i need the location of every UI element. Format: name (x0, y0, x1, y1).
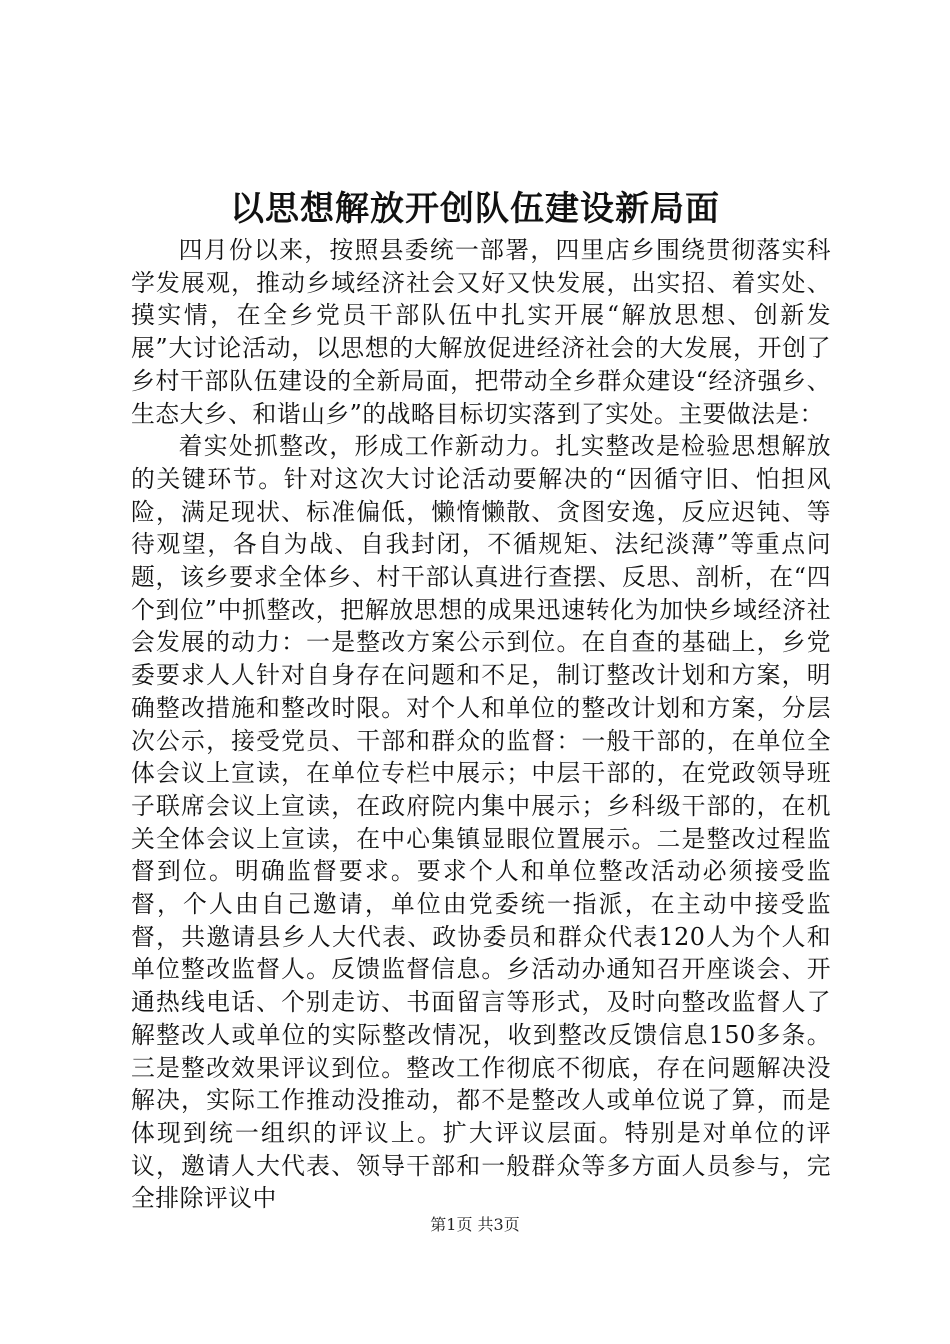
document-title: 以思想解放开创队伍建设新局面 (230, 189, 720, 229)
page-footer: 第1页 共3页 (430, 1215, 520, 1234)
paragraph-rectification: 着实处抓整改，形成工作新动力。扎实整改是检验思想解放的关键环节。针对这次大讨论活动要解决的“因循守旧、怕担风险，满足现状、标准偏低，懒惰懒散、贪图安逸，反应迟钝、等待观望，各自为战、自我封闭，不循规矩、法纪淡薄”等重点问题，该乡要求全体乡、村干部认真进行查摆、反思、剖析，在“四个到位”中抓整改，把解放思想的成果迅速转化为加快乡域经济社会发展的动力：一是整改方案公示到位。在自查的基础上，乡党委要求人人针对自身存在问题和不足，制订整改计划和方案，明确整改措施和整改时限。对个人和单位的整改计划和方案，分层次公示，接受党员、干部和群众的监督：一般干部的，在单位全体会议上宣读，在单位专栏中展示；中层干部的，在党政领导班子联席会议上宣读，在政府院内集中展示；乡科级干部的，在机关全体会议上宣读，在中心集镇显眼位置展示。二是整改过程监督到位。明确监督要求。要求个人和单位整改活动必须接受监督，个人由自己邀请，单位由党委统一指派，在主动中接受监督，共邀请县乡人大代表、政协委员和群众代表120人为个人和单位整改监督人。反馈监督信息。乡活动办通知召开座谈会、开通热线电话、个别走访、书面留言等形式，及时向整改监督人了解整改人或单位的实际整改情况，收到整改反馈信息150多条。三是整改效果评议到位。整改工作彻底不彻底，存在问题解决没解决，实际工作推动没推动，都不是整改人或单位说了算，而是体现到统一组织的评议上。扩大评议层面。特别是对单位的评议，邀请人大代表、领导干部和一般群众等多方面人员参与，完全排除评议中 (131, 432, 831, 1213)
paragraph-intro: 四月份以来，按照县委统一部署，四里店乡围绕贯彻落实科学发展观，推动乡域经济社会又好又快发展，出实招、着实处、摸实情，在全乡党员干部队伍中扎实开展“解放思想、创新发展”大讨论活动，以思想的大解放促进经济社会的大发展，开创了乡村干部队伍建设的全新局面，把带动全乡群众建设“经济强乡、生态大乡、和谐山乡”的战略目标切实落到了实处。主要做法是： (131, 236, 831, 428)
document-body (131, 234, 831, 1215)
